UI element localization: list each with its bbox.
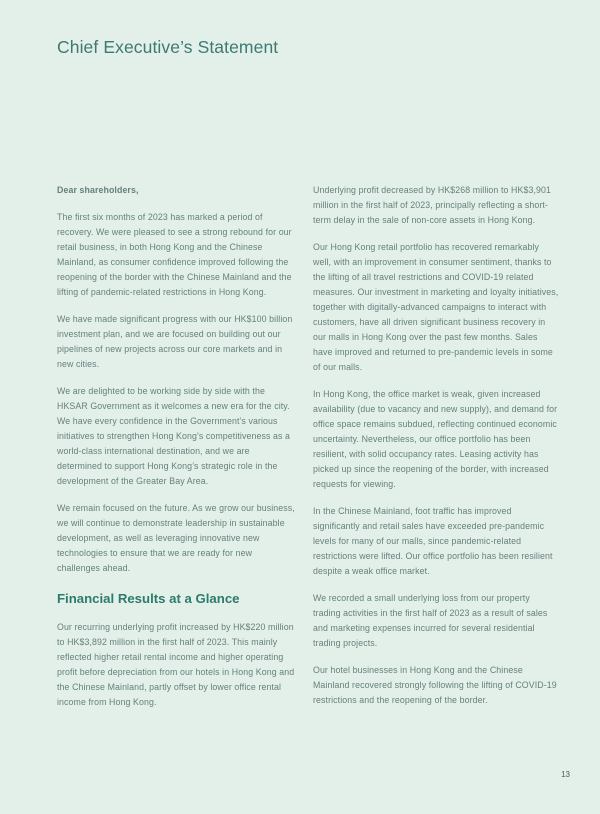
- paragraph: Our recurring underlying profit increased by HK$220 million to HK$3,892 million in the first half of 2023. This mainly reflected higher retail rental income and higher operating profit before depreciation from our hotels in Hong Kong and the Chinese Mainland, partly offset by lower office rental income from Hong Kong.: [57, 622, 295, 707]
- page-number: 13: [561, 770, 570, 779]
- section-heading-financial-results: Financial Results at a Glance: [57, 591, 240, 606]
- paragraph: The first six months of 2023 has marked a period of recovery. We were pleased to see a strong rebound for our retail business, in both Hong Kong and the Chinese Mainland, as consumer confidence improved following the reopening of the border with the Chinese Mainland and the lifting of pandemic-related restrictions in Hong Kong.: [57, 212, 292, 297]
- paragraph: We recorded a small underlying loss from our property trading activities in the first half of 2023 as a result of sales and marketing expenses incurred for several residential trading projects.: [313, 593, 548, 648]
- content-columns: [57, 183, 559, 722]
- paragraph: Our Hong Kong retail portfolio has recovered remarkably well, with an improvement in consumer sentiment, thanks to the lifting of all travel restrictions and COVID-19 related measures. Our investment in marketing and loyalty initiatives, together with digitally-advanced campaigns to interact with customers, have all driven significant business recovery in our malls in Hong Kong over the past few months. Sales have improved and returned to pre-pandemic levels in some of our malls.: [313, 242, 559, 372]
- right-column: [313, 183, 559, 722]
- paragraph: In Hong Kong, the office market is weak, given increased availability (due to vacancy and new supply), and demand for office space remains subdued, reflecting continued economic uncertainty. Nevertheless, our office portfolio has been resilient, with solid occupancy rates. Leasing activity has picked up since the reopening of the border, with increased requests for viewing.: [313, 389, 558, 489]
- salutation: Dear shareholders,: [57, 185, 139, 195]
- right-paragraphs: [313, 183, 559, 708]
- left-paragraphs: [57, 210, 295, 576]
- page-title: Chief Executive’s Statement: [57, 37, 279, 57]
- financial-results-paragraphs: [57, 620, 295, 710]
- paragraph: We remain focused on the future. As we grow our business, we will continue to demonstrate leadership in sustainable development, as well as leveraging innovative new technologies to ensure that we are ready for new challenges ahead.: [57, 503, 295, 573]
- paragraph: Our hotel businesses in Hong Kong and the Chinese Mainland recovered strongly following the lifting of COVID-19 restrictions and the reopening of the border.: [313, 665, 557, 705]
- paragraph: We are delighted to be working side by side with the HKSAR Government as it welcomes a new era for the city. We have every confidence in the Government’s various initiatives to strengthen Hong Kong’s competitiveness as a world-class international destination, and we are determined to support Hong Kong’s strategic role in the development of the Greater Bay Area.: [57, 386, 291, 486]
- paragraph: We have made significant progress with our HK$100 billion investment plan, and we are focused on building out our pipelines of new projects across our core markets and in new cities.: [57, 314, 293, 369]
- paragraph: Underlying profit decreased by HK$268 million to HK$3,901 million in the first half of 2023, principally reflecting a short-term delay in the sale of non-core assets in Hong Kong.: [313, 185, 551, 225]
- left-column: [57, 183, 295, 722]
- paragraph: In the Chinese Mainland, foot traffic has improved significantly and retail sales have exceeded pre-pandemic levels for many of our malls, since pandemic-related restrictions were lifted. Our office portfolio has been resilient despite a weak office market.: [313, 506, 553, 576]
